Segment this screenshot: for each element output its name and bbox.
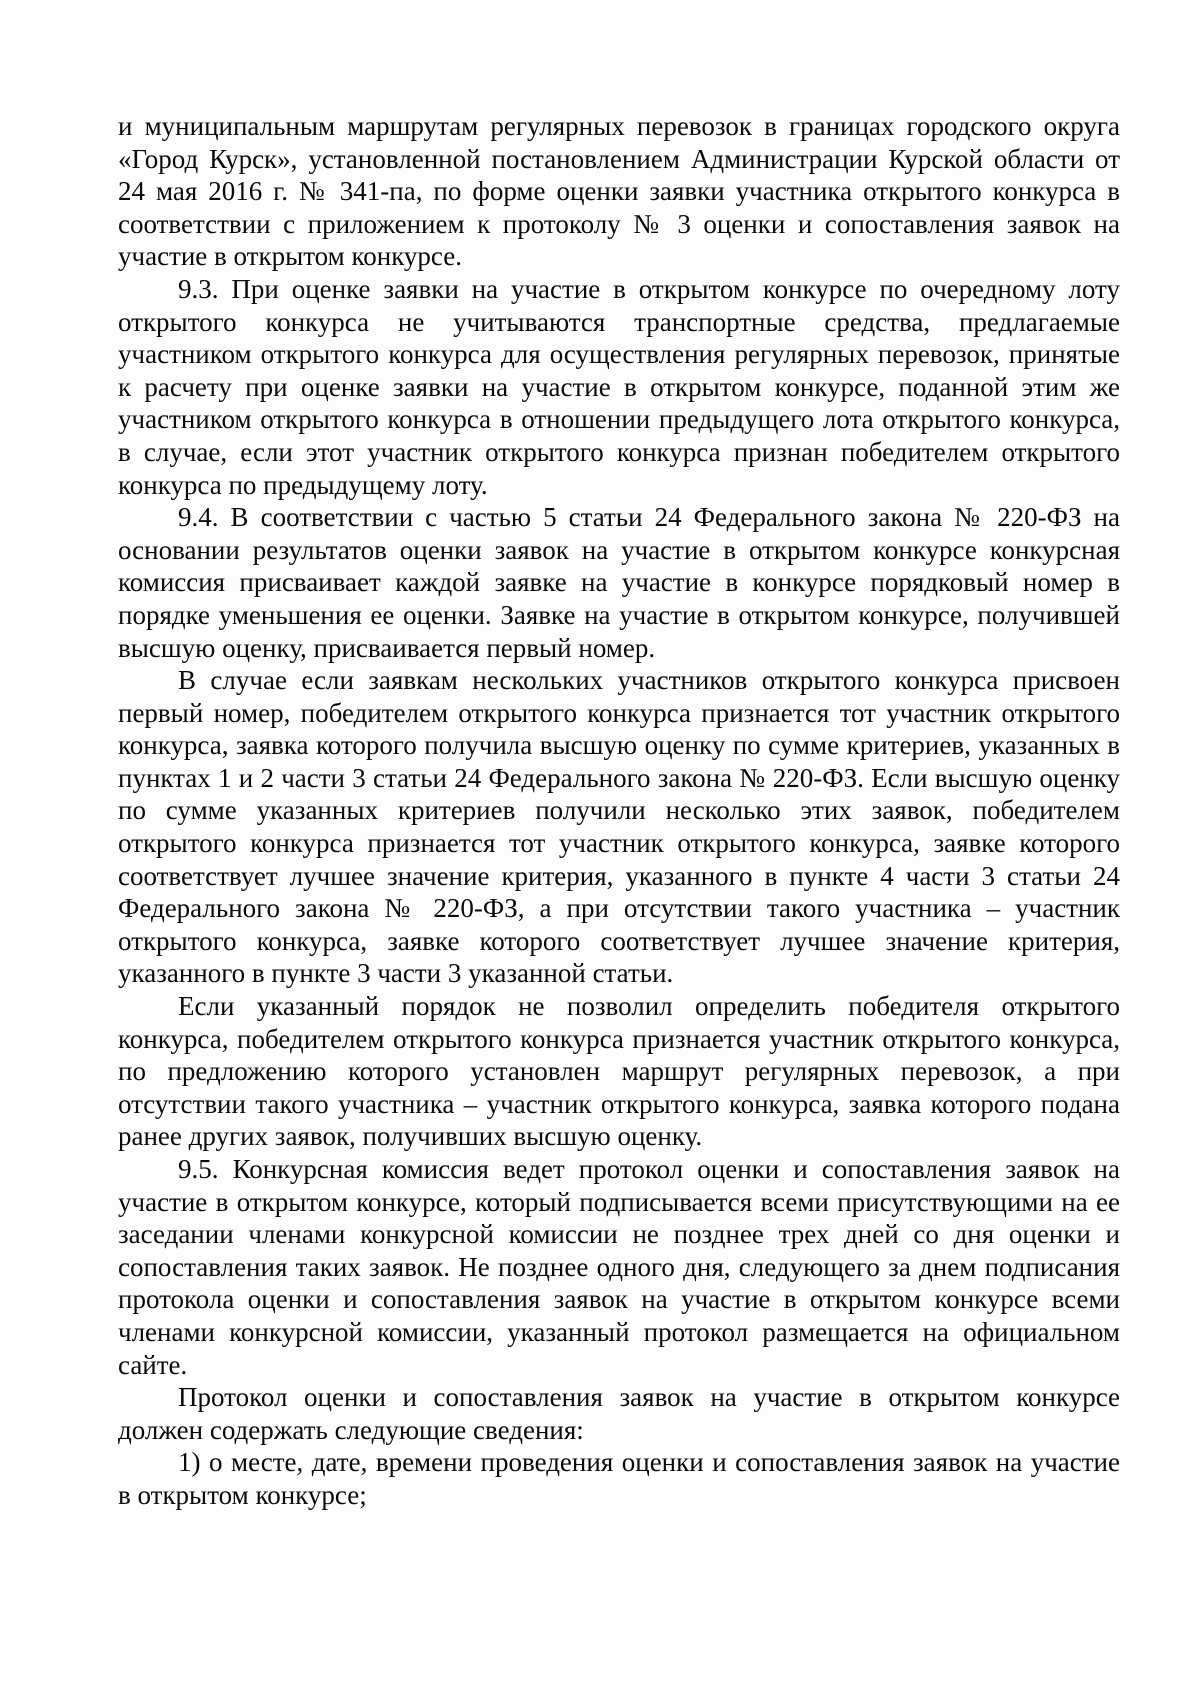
- paragraph-continuation: и муниципальным маршрутам регулярных перевозок в границах городского округа «Город Курск», установленной постановлением Администрации Курской области от 24 мая 2016 г. № 341-па, по форме оценки заявки участника открытого конкурса в соответствии с приложением к протоколу № 3 оценки и сопоставления заявок на участие в открытом конкурсе.: [118, 111, 1120, 272]
- paragraph-tie-rule: В случае если заявкам нескольких участников открытого конкурса присвоен первый номер, победителем открытого конкурса признается тот участник открытого конкурса, заявка которого получила высшую оценку по сумме критериев, указанных в пунктах 1 и 2 части 3 статьи 24 Федерального закона № 220-ФЗ. Если высшую оценку по сумме указанных критериев получили несколько этих заявок, победителем открытого конкурса признается тот участник открытого конкурса, заявке которого соответствует лучшее значение критерия, указанного в пункте 4 части 3 статьи 24 Федерального закона № 220-ФЗ, а при отсутствии такого участника – участник открытого конкурса, заявке которого соответствует лучшее значение критерия, указанного в пункте 3 части 3 указанной статьи.: [118, 665, 1120, 989]
- paragraph-9-5: 9.5. Конкурсная комиссия ведет протокол оценки и сопоставления заявок на участие в открытом конкурсе, который подписывается всеми присутствующими на ее заседании членами конкурсной комиссии не позднее трех дней со дня оценки и сопоставления таких заявок. Не позднее одного дня, следующего за днем подписания протокола оценки и сопоставления заявок на участие в открытом конкурсе всеми членами конкурсной комиссии, указанный протокол размещается на официальном сайте.: [118, 1154, 1120, 1380]
- paragraph-protocol-contents: Протокол оценки и сопоставления заявок на участие в открытом конкурсе должен содержать следующие сведения:: [118, 1382, 1120, 1445]
- paragraph-9-3: 9.3. При оценке заявки на участие в открытом конкурсе по очередному лоту открытого конкурса не учитываются транспортные средства, предлагаемые участником открытого конкурса для осуществления регулярных перевозок, принятые к расчету при оценке заявки на участие в открытом конкурсе, поданной этим же участником открытого конкурса в отношении предыдущего лота открытого конкурса, в случае, если этот участник открытого конкурса признан победителем открытого конкурса по предыдущему лоту.: [118, 273, 1120, 500]
- paragraph-fallback-rule: Если указанный порядок не позволил определить победителя открытого конкурса, победителем открытого конкурса признается участник открытого конкурса, по предложению которого установлен маршрут регулярных перевозок, а при отсутствии такого участника – участник открытого конкурса, заявка которого подана ранее других заявок, получивших высшую оценку.: [118, 991, 1120, 1152]
- paragraph-9-4: 9.4. В соответствии с частью 5 статьи 24 Федерального закона № 220-ФЗ на основании результатов оценки заявок на участие в открытом конкурсе конкурсная комиссия присваивает каждой заявке на участие в конкурсе порядковый номер в порядке уменьшения ее оценки. Заявке на участие в открытом конкурсе, получившей высшую оценку, присваивается первый номер.: [118, 502, 1120, 663]
- list-item-1: 1) о месте, дате, времени проведения оценки и сопоставления заявок на участие в открытом конкурсе;: [118, 1447, 1120, 1510]
- document-body: [118, 110, 1120, 1512]
